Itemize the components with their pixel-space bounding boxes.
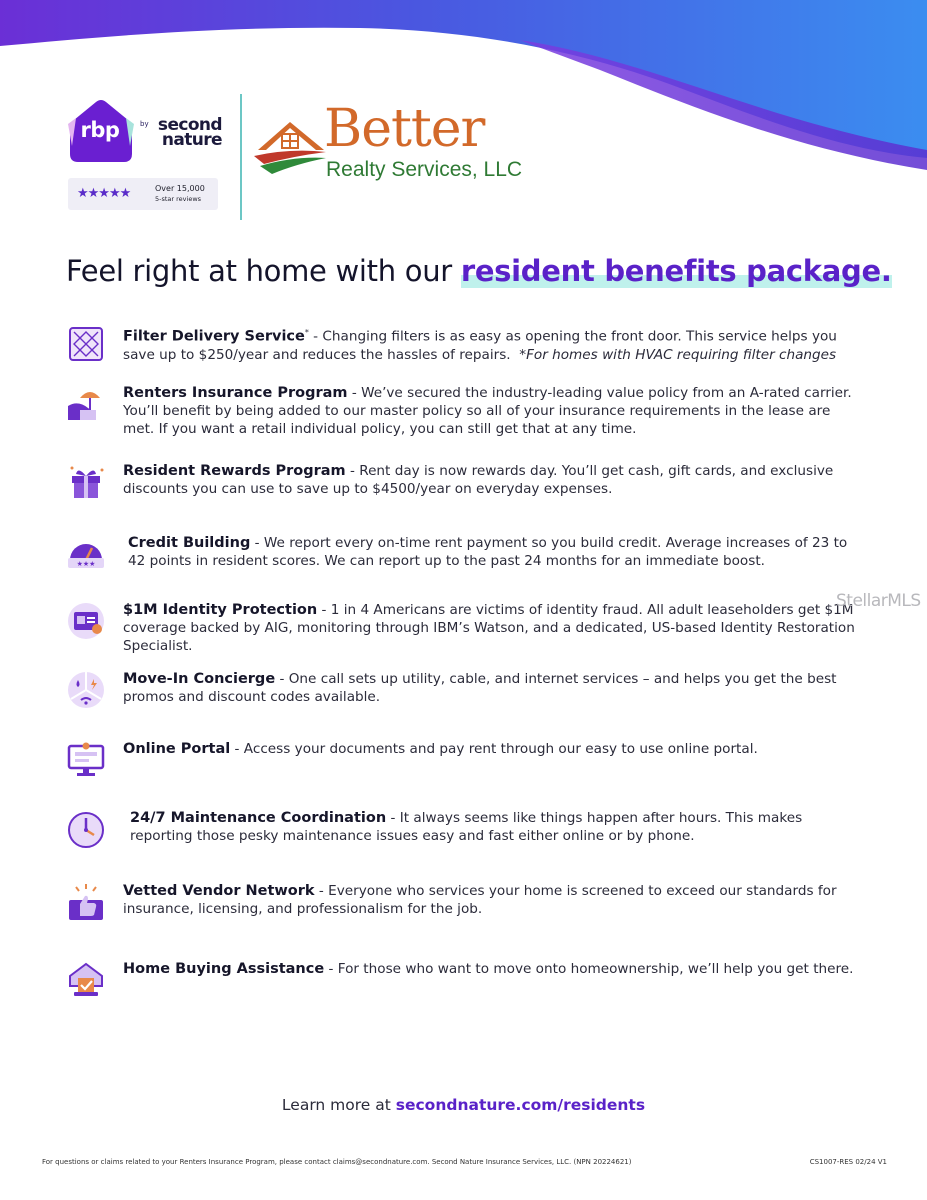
rbp-logo-text: rbp bbox=[80, 118, 120, 142]
gift-icon bbox=[66, 462, 106, 502]
benefit-text: Everyone who services your home is screened to exceed our standards for insurance, licensing, and professionalism for the job. bbox=[123, 883, 837, 917]
benefit-dash: - bbox=[308, 328, 323, 345]
benefit-title: Move-In Concierge bbox=[123, 671, 276, 687]
benefit-title: Credit Building bbox=[128, 535, 251, 551]
reviews-badge bbox=[68, 178, 218, 210]
benefit-dash: - bbox=[250, 535, 264, 551]
stellarmls-watermark: StellarMLS bbox=[836, 591, 921, 611]
monitor-icon bbox=[66, 740, 106, 780]
better-subtitle: Realty Services, LLC bbox=[326, 158, 523, 181]
benefit-text: One call sets up utility, cable, and internet services – and helps you get the best promos and discount codes available. bbox=[123, 671, 837, 705]
reviews-count: Over 15,000 bbox=[155, 184, 205, 193]
benefit-title: Renters Insurance Program bbox=[123, 385, 348, 401]
learn-more-lead: Learn more at bbox=[281, 1096, 396, 1114]
headline-highlight: resident benefits package. bbox=[460, 254, 892, 288]
house-check-icon bbox=[66, 960, 106, 1000]
benefit-title-mark: * bbox=[304, 328, 309, 337]
benefit-title: $1M Identity Protection bbox=[123, 602, 318, 618]
logo-divider bbox=[240, 94, 242, 220]
umbrella-icon bbox=[66, 384, 106, 424]
benefit-text: 1 in 4 Americans are victims of identity fraud. All adult leaseholders get $1M coverage backed by AIG, monitoring through IBM’s Watson, and a dedicated, US-based Identity Restoration Specialist. bbox=[123, 602, 855, 654]
better-realty-logo bbox=[254, 98, 524, 188]
benefit-dash: - bbox=[314, 883, 329, 899]
clock-icon bbox=[66, 809, 106, 849]
learn-more-line bbox=[0, 1096, 927, 1114]
better-wordmark: Better bbox=[324, 99, 485, 159]
benefit-dash: - bbox=[386, 810, 400, 826]
benefit-dash: - bbox=[275, 671, 289, 687]
thumbs-up-icon bbox=[66, 882, 106, 922]
benefit-text: It always seems like things happen after hours. This makes reporting those pesky maintenance issues easy and fast either online or by phone. bbox=[130, 810, 803, 844]
utilities-icon bbox=[66, 670, 106, 710]
svg-text:★★★: ★★★ bbox=[76, 560, 96, 568]
headline-lead: Feel right at home with our bbox=[66, 254, 461, 288]
benefit-text: Rent day is now rewards day. You’ll get cash, gift cards, and exclusive discounts you can use to save up to $4500/year on everyday expenses. bbox=[123, 463, 834, 497]
second-nature-wordmark: second nature bbox=[157, 115, 222, 150]
learn-more-link[interactable]: secondnature.com/residents bbox=[395, 1096, 646, 1114]
benefit-dash: - bbox=[230, 741, 244, 757]
benefit-dash: - bbox=[317, 602, 331, 618]
benefit-footnote: *For homes with HVAC requiring filter changes bbox=[519, 346, 837, 363]
benefit-text: For those who want to move onto homeownership, we’ll help you get there. bbox=[337, 961, 854, 977]
benefit-title: Vetted Vendor Network bbox=[123, 883, 315, 899]
sn-by-text: by bbox=[140, 120, 149, 128]
page-headline bbox=[66, 254, 892, 288]
benefit-text: Access your documents and pay rent through our easy to use online portal. bbox=[243, 741, 758, 757]
benefit-dash: - bbox=[324, 961, 338, 977]
filter-icon bbox=[66, 324, 106, 364]
benefit-text: We’ve secured the industry-leading value policy from an A-rated carrier. You’ll benefit by being added to our master policy so all of your insurance requirements in the lease are met. If you want a retail individual policy, you can still get that at any time. bbox=[123, 385, 852, 437]
reviews-label: 5-star reviews bbox=[155, 195, 202, 203]
id-card-icon bbox=[66, 601, 106, 641]
footer-doc-code: CS1007-RES 02/24 V1 bbox=[809, 1158, 887, 1166]
footer-disclaimer: For questions or claims related to your Renters Insurance Program, please contact claims@secondnature.com. Second Nature Insurance Services, LLC. (NPN 20224621) bbox=[42, 1158, 632, 1166]
benefit-title: Filter Delivery Service bbox=[123, 328, 305, 345]
benefit-text: Changing filters is as easy as opening the front door. This service helps you save up to $250/year and reduces the hassles of repairs. bbox=[123, 328, 837, 363]
benefit-title: Online Portal bbox=[123, 741, 231, 757]
benefit-title: 24/7 Maintenance Coordination bbox=[130, 810, 387, 826]
benefit-dash: - bbox=[347, 385, 362, 401]
credit-gauge-icon bbox=[66, 534, 106, 574]
benefit-title: Resident Rewards Program bbox=[123, 463, 346, 479]
benefit-dash: - bbox=[345, 463, 360, 479]
house-logo-icon bbox=[254, 112, 328, 192]
benefit-title: Home Buying Assistance bbox=[123, 961, 325, 977]
benefit-text: We report every on-time rent payment so you build credit. Average increases of 23 to 42 points in resident scores. We can report up to the past 24 months for an immediate boost. bbox=[128, 535, 848, 569]
five-star-icon: ★★★★★ bbox=[77, 186, 131, 201]
